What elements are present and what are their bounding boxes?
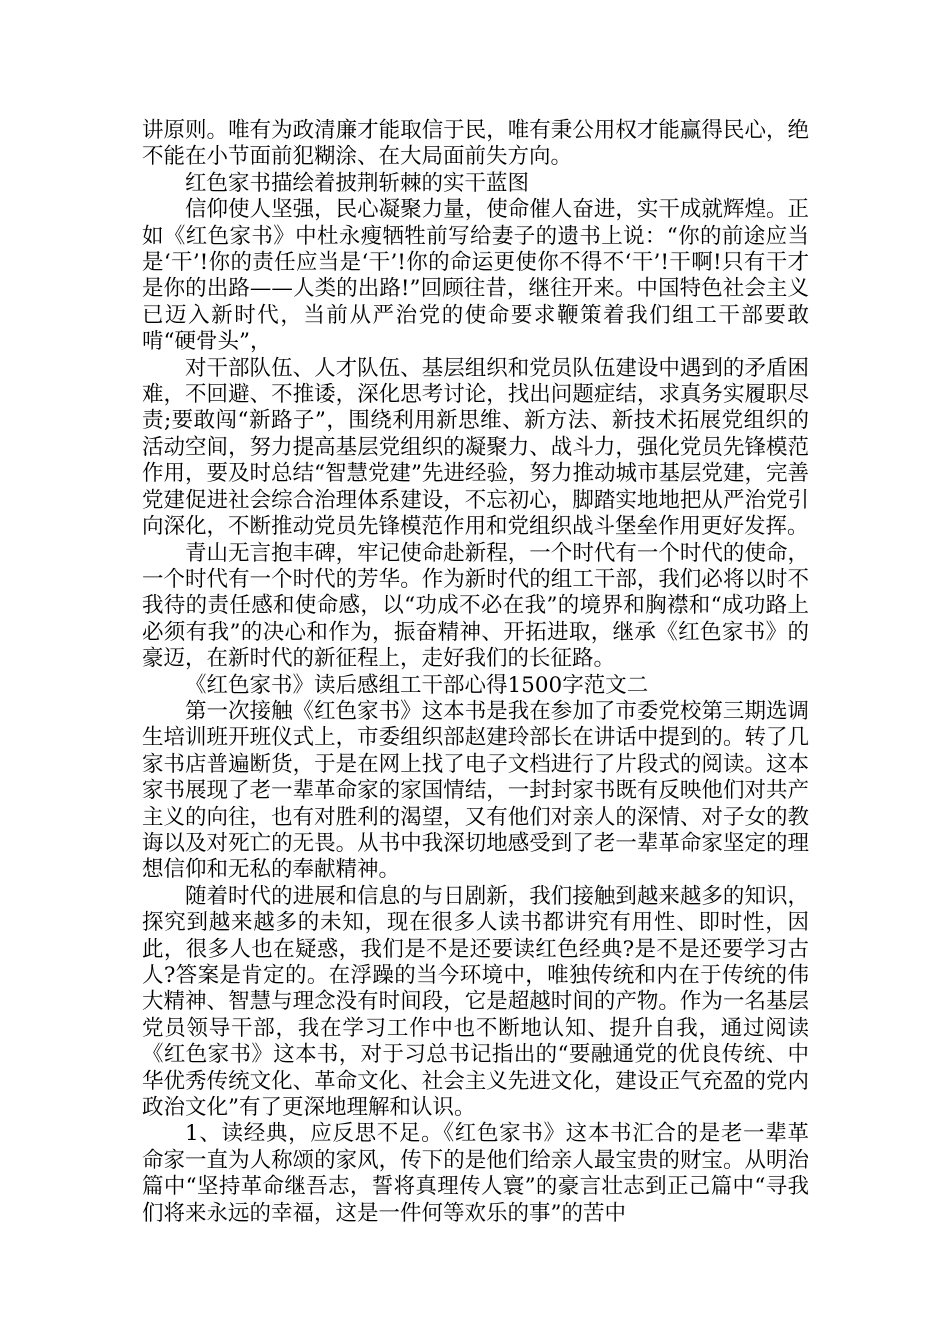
section-heading-2: 《红色家书》读后感组工干部心得1500字范文二 bbox=[185, 672, 649, 698]
paragraph-5: 第一次接触《红色家书》这本书是我在参加了市委党校第三期选调生培训班开班仪式上，市委组织部赵建玲部长在讲话中提到的。转了几家书店普遍断货，于是在网上找了电子文档进行了片段式的阅读。这本家书展现了老一辈革命家的家国情结，一封封家书既有反映他们对共产主义的向往，也有对胜利的渴望，又有他们对亲人的深情、对子女的教诲以及对死亡的无畏。从书中我深切地感受到了老一辈革命家坚定的理想信仰和无私的奉献精神。 bbox=[142, 698, 809, 883]
paragraph-3: 对干部队伍、人才队伍、基层组织和党员队伍建设中遇到的矛盾困难，不回避、不推诿，深化思考讨论，找出问题症结，求真务实履职尽责;要敢闯“新路子”，围绕利用新思维、新方法、新技术拓展党组织的活动空间，努力提高基层党组织的凝聚力、战斗力，强化党员先锋模范作用，要及时总结“智慧党建”先进经验，努力推动城市基层党建，完善党建促进社会综合治理体系建设，不忘初心，脚踏实地地把从严治党引向深化，不断推动党员先锋模范作用和党组织战斗堡垒作用更好发挥。 bbox=[142, 355, 809, 540]
paragraph-2: 信仰使人坚强，民心凝聚力量，使命催人奋进，实干成就辉煌。正如《红色家书》中杜永瘦牺牲前写给妻子的遗书上说：“你的前途应当是‘干’!你的责任应当是‘干’!你的命运更使你不得不‘干’!干啊!只有干才是你的出路——人类的出路!”回顾往昔，继往开来。中国特色社会主义已迈入新时代，当前从严治党的使命要求鞭策着我们组工干部要敢啃“硬骨头”， bbox=[142, 197, 809, 355]
section-heading-1: 红色家书描绘着披荆斩棘的实干蓝图 bbox=[185, 170, 530, 196]
paragraph-1: 讲原则。唯有为政清廉才能取信于民，唯有秉公用权才能赢得民心，绝不能在小节面前犯糊涂、在大局面前失方向。 bbox=[142, 118, 809, 170]
paragraph-6: 随着时代的进展和信息的与日剧新，我们接触到越来越多的知识，探究到越来越多的未知，现在很多人读书都讲究有用性、即时性，因此，很多人也在疑惑，我们是不是还要读红色经典?是不是还要学习古人?答案是肯定的。在浮躁的当今环境中，唯独传统和内在于传统的伟大精神、智慧与理念没有时间段，它是超越时间的产物。作为一名基层党员领导干部，我在学习工作中也不断地认知、提升自我，通过阅读《红色家书》这本书，对于习总书记指出的“要融通党的优良传统、中华优秀传统文化、革命文化、社会主义先进文化，建设正气充盈的党内政治文化”有了更深地理解和认识。 bbox=[142, 883, 809, 1121]
document-page bbox=[142, 118, 809, 1227]
paragraph-7: 1、读经典，应反思不足。《红色家书》这本书汇合的是老一辈革命家一直为人称颂的家风，传下的是他们给亲人最宝贵的财宝。从明治篇中“坚持革命继吾志，誓将真理传人寰”的豪言壮志到正己篇中“寻我们将来永远的幸福，这是一件何等欢乐的事”的苦中 bbox=[142, 1121, 809, 1226]
paragraph-4: 青山无言抱丰碑，牢记使命赴新程，一个时代有一个时代的使命，一个时代有一个时代的芳华。作为新时代的组工干部，我们必将以时不我待的责任感和使命感，以“功成不必在我”的境界和胸襟和“成功路上必须有我”的决心和作为，振奋精神、开拓进取，继承《红色家书》的豪迈，在新时代的新征程上，走好我们的长征路。 bbox=[142, 540, 809, 672]
